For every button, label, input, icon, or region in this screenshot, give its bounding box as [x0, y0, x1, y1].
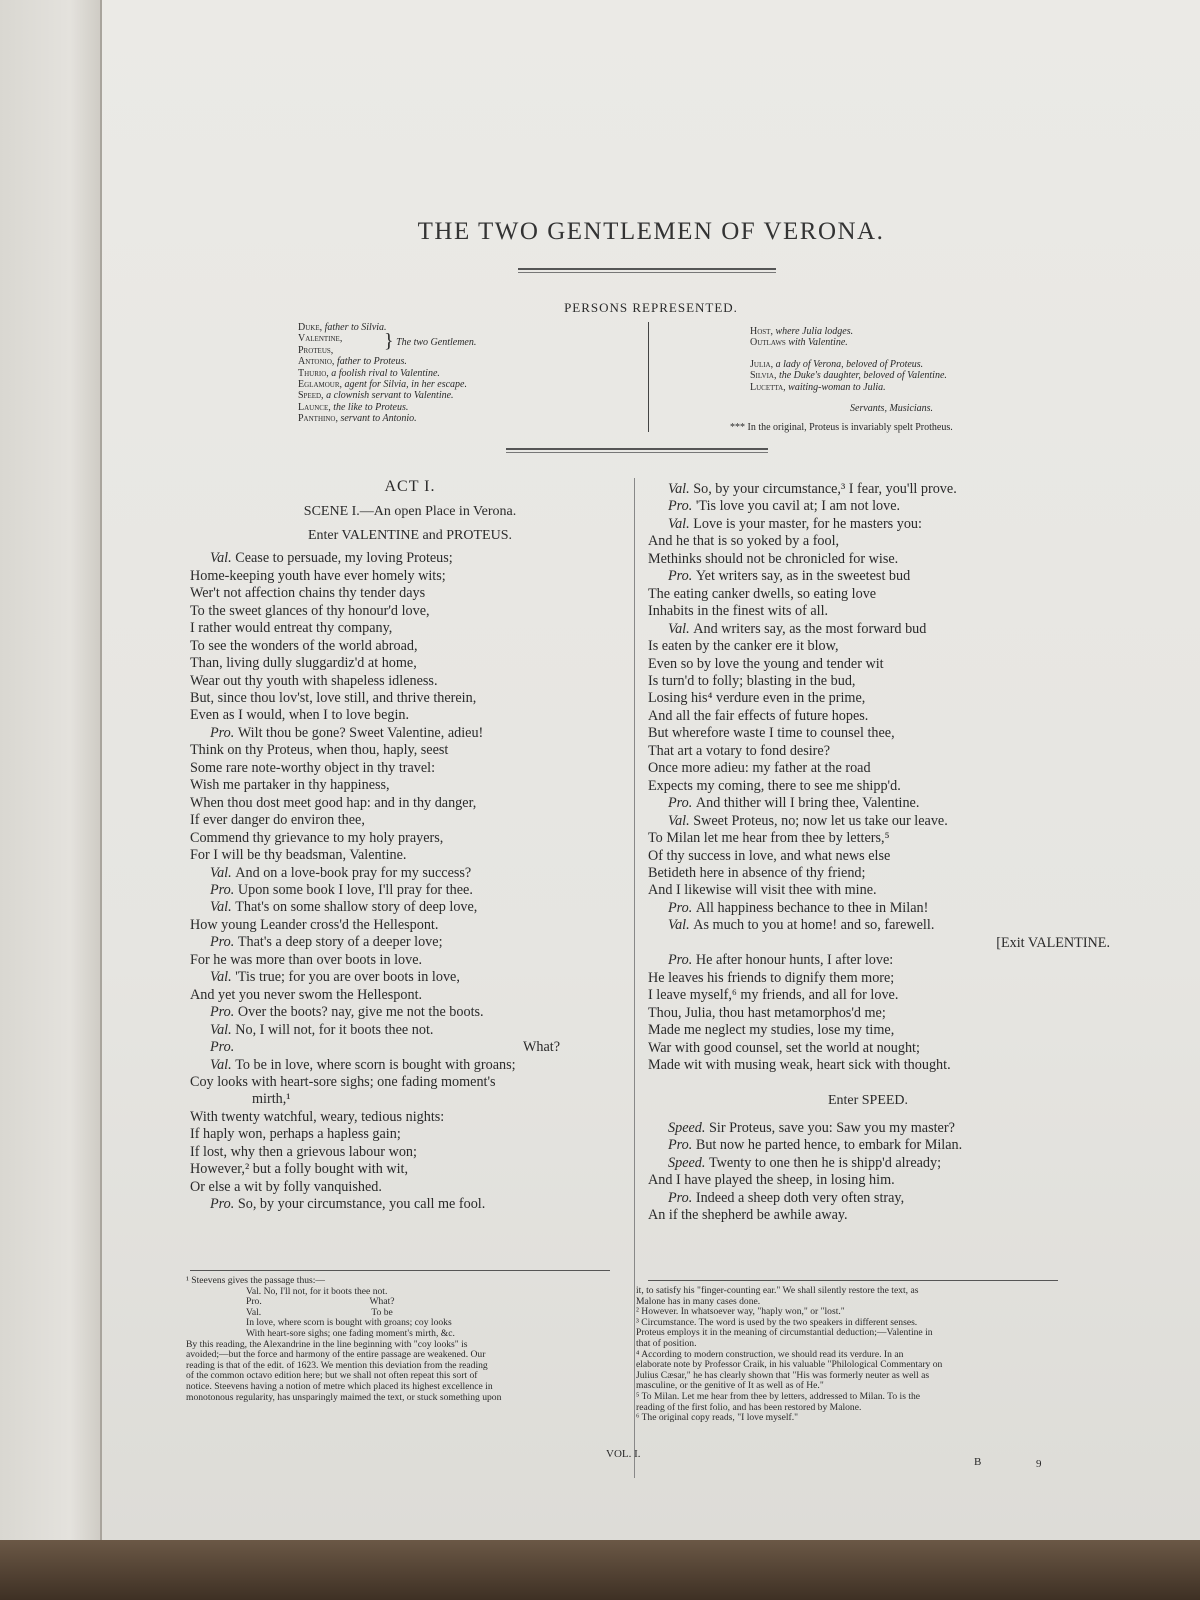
footnote-line: Val. To be	[246, 1306, 393, 1318]
footnotes-left	[186, 1276, 616, 1403]
verse-line	[190, 795, 630, 812]
cast-name: Proteus,	[298, 344, 334, 356]
verse-line	[648, 708, 1088, 725]
verse-line	[190, 777, 630, 794]
verse-line	[190, 917, 630, 934]
speaker-label: Pro.	[668, 1189, 696, 1206]
verse-text: Yet writers say, as in the sweetest bud	[695, 568, 911, 585]
verse-text: That's on some shallow story of deep love,	[235, 899, 478, 916]
verse-line	[648, 1190, 1088, 1207]
verse-line	[648, 586, 1088, 603]
verse-text: The eating canker dwells, so eating love	[648, 585, 877, 602]
cast-entry	[750, 337, 1190, 348]
verse-text: As much to you at home! and so, farewell.	[693, 917, 935, 934]
speaker-label: Val.	[210, 1021, 236, 1038]
page-title: THE TWO GENTLEMEN OF VERONA.	[417, 218, 885, 245]
verse-text: Even so by love the young and tender wit	[648, 655, 884, 672]
footnote-line: ² However. In whatsoever way, "haply won," or "lost."	[636, 1306, 845, 1318]
verse-text: Over the boots? nay, give me not the boots.	[237, 1004, 484, 1021]
verse-line	[190, 969, 630, 986]
verse-text: So, by your circumstance,³ I fear, you'll prove.	[693, 481, 957, 497]
verse-line	[190, 1179, 630, 1196]
verse-text: If haply won, perhaps a hapless gain;	[190, 1126, 401, 1143]
verse-text: Of thy success in love, and what news else	[648, 847, 891, 864]
verse-line	[648, 656, 1088, 673]
verse-line	[190, 673, 630, 690]
verse-line	[190, 585, 630, 602]
verse-text: Think on thy Proteus, when thou, haply, seest	[190, 742, 449, 759]
verse-line	[648, 603, 1088, 620]
text-column-left	[190, 478, 630, 1214]
verse-line	[190, 603, 630, 620]
cast-entry	[750, 370, 1190, 381]
persons-heading: PERSONS REPRESENTED.	[564, 300, 738, 315]
text-column-right	[648, 481, 1110, 1225]
speaker-label: Val.	[210, 969, 236, 986]
verse-text: Or else a wit by folly vanquished.	[190, 1178, 382, 1195]
cast-name: Eglamour,	[298, 379, 345, 391]
footnote-line: With heart-sore sighs; one fading moment's mirth, &c.	[246, 1327, 455, 1339]
verse-text: That art a votary to fond desire?	[648, 742, 830, 759]
footnote-line: ¹ Steevens gives the passage thus:—	[186, 1275, 326, 1286]
verse-line	[190, 760, 630, 777]
spelling-note: *** In the original, Proteus is invariably spelt Protheus.	[730, 422, 953, 434]
verse-line	[190, 882, 630, 899]
verse-line	[648, 795, 1088, 812]
verse-text: 'Tis love you cavil at; I am not love.	[695, 498, 901, 515]
verse-line	[190, 1074, 630, 1091]
cast-entry	[298, 356, 638, 367]
verse-text: And I likewise will visit thee with mine.	[648, 882, 877, 899]
speaker-label: Pro.	[210, 934, 238, 951]
verse-line	[190, 707, 630, 724]
verse-line	[648, 952, 1088, 969]
cast-entry	[298, 379, 638, 390]
cast-name: Antonio,	[298, 356, 337, 368]
verse-text: Than, living dully sluggardiz'd at home,	[190, 655, 417, 672]
verse-line	[190, 1057, 630, 1074]
verse-line	[648, 551, 1088, 568]
footnote-rule-right	[648, 1280, 1058, 1281]
cast-name: Speed,	[298, 390, 327, 402]
stage-direction-exit: [Exit VALENTINE.	[996, 934, 1110, 951]
verse-line	[190, 899, 630, 916]
cast-name: Launce,	[298, 401, 334, 413]
speaker-label: Val.	[668, 620, 694, 637]
verse-line	[648, 638, 1088, 655]
verse-text: All happiness bechance to thee in Milan!	[695, 899, 929, 916]
speaker-label: Val.	[668, 917, 694, 934]
verse-text: I leave myself,⁶ my friends, and all for love.	[648, 987, 899, 1004]
cast-description: a foolish rival to Valentine.	[331, 367, 440, 379]
footnote-line: notice. Steevens having a notion of metre which placed its highest excellence in	[186, 1380, 493, 1392]
cast-name: Host,	[750, 326, 776, 337]
verse-text: Wer't not affection chains thy tender days	[190, 585, 426, 602]
verse-line	[648, 917, 1088, 934]
verse-line	[648, 865, 1088, 882]
speaker-label: Val.	[210, 550, 236, 567]
footnote-line: In love, where scorn is bought with groans; coy looks	[246, 1317, 452, 1329]
verse-text: Wish me partaker in thy happiness,	[190, 777, 390, 794]
cast-name: Duke,	[298, 322, 325, 333]
verse-text: Even as I would, when I to love begin.	[190, 707, 410, 724]
speaker-label: Pro.	[668, 899, 696, 916]
footnote-line: ³ Circumstance. The word is used by the two speakers in different senses.	[636, 1316, 918, 1328]
verse-line	[648, 760, 1088, 777]
verse-line	[648, 1040, 1088, 1057]
verse-line	[648, 848, 1088, 865]
cast-name: Panthino,	[298, 413, 341, 425]
cast-name: Lucetta,	[750, 381, 789, 393]
cast-description: the Duke's daughter, beloved of Valentine.	[778, 370, 947, 382]
verse-line	[648, 725, 1088, 742]
footnote-line: it, to satisfy his "finger-counting ear." We shall silently restore the text, as	[636, 1285, 919, 1296]
cast-name: Silvia,	[750, 370, 779, 382]
verse-text: 'Tis true; for you are over boots in love,	[235, 969, 460, 986]
servants-line: Servants, Musicians.	[850, 403, 934, 415]
verse-text: To be in love, where scorn is bought with groans;	[235, 1056, 516, 1073]
brace-label	[384, 330, 477, 352]
verse-text: Upon some book I love, I'll pray for thee.	[237, 881, 473, 898]
verse-line	[648, 1155, 1088, 1172]
verse-text: When thou dost meet good hap: and in thy danger,	[190, 794, 477, 811]
book-bottom-edge	[0, 1540, 1200, 1600]
verse-line	[648, 1207, 1088, 1224]
verse-text: But now he parted hence, to embark for Milan.	[695, 1137, 963, 1154]
speaker-label: Val.	[210, 899, 236, 916]
verse-line	[648, 830, 1088, 847]
verse-text: To see the wonders of the world abroad,	[190, 637, 418, 654]
verse-line	[648, 813, 1088, 830]
speaker-label: Pro.	[210, 724, 238, 741]
act-heading: ACT I.	[384, 478, 436, 495]
verse-text: If ever danger do environ thee,	[190, 812, 365, 829]
speaker-label: Pro.	[668, 952, 696, 969]
volume-mark: VOL. I.	[606, 1448, 641, 1460]
footnote-line: elaborate note by Professor Craik, in his valuable "Philological Commentary on	[636, 1359, 943, 1371]
title-rule	[518, 268, 776, 273]
footnote-line: reading of the first folio, and has been restored by Malone.	[636, 1401, 862, 1413]
footnote-line: ⁴ According to modern construction, we should read its verdure. In an	[636, 1348, 904, 1360]
verse-line	[190, 952, 630, 969]
verse-line	[648, 987, 1088, 1004]
cast-entry	[298, 368, 638, 379]
footnote-line: monotonous regularity, has unsparingly maimed the text, or stuck something upon	[186, 1391, 502, 1403]
verse-text: Methinks should not be chronicled for wise.	[648, 550, 899, 567]
verse-text: Inhabits in the finest wits of all.	[648, 603, 829, 620]
verse-text: Is eaten by the canker ere it blow,	[648, 638, 839, 655]
verse-text: I rather would entreat thy company,	[190, 620, 393, 637]
cast-description: father to Proteus.	[336, 356, 407, 368]
verse-lines-right	[648, 481, 1088, 935]
verse-line	[190, 1091, 630, 1108]
verse-lines-left	[190, 550, 630, 1039]
speaker-label: Pro.	[210, 881, 238, 898]
verse-text: An if the shepherd be awhile away.	[648, 1207, 848, 1224]
section-rule	[506, 448, 768, 453]
verse-text: And he that is so yoked by a fool,	[648, 533, 840, 550]
verse-text: That's a deep story of a deeper love;	[237, 934, 443, 951]
verse-line	[190, 1196, 630, 1213]
verse-text: Commend thy grievance to my holy prayers,	[190, 829, 444, 846]
verse-text: Coy looks with heart-sore sighs; one fading moment's	[190, 1073, 496, 1090]
verse-line	[648, 900, 1088, 917]
cast-entry	[298, 390, 638, 401]
column-divider	[634, 478, 635, 1478]
cast-entry	[298, 413, 638, 424]
verse-line	[648, 516, 1088, 533]
footnote-line: ⁶ The original copy reads, "I love myself."	[636, 1412, 799, 1424]
footnote-line: of the common octavo edition here; but we shall not often repeat this sort of	[186, 1370, 478, 1382]
verse-line	[648, 568, 1088, 585]
verse-text: Some rare note-worthy object in thy travel:	[190, 759, 436, 776]
footnote-line: Pro. What?	[246, 1296, 395, 1308]
scene-heading: SCENE I.—An open Place in Verona.	[303, 504, 517, 520]
verse-text: And all the fair effects of future hopes.	[648, 707, 869, 724]
verse-line	[648, 673, 1088, 690]
speaker-label: Pro.	[668, 1137, 696, 1154]
verse-line	[190, 742, 630, 759]
cast-description: waiting-woman to Julia.	[788, 381, 886, 393]
footnote-line: Malone has in many cases done.	[636, 1295, 761, 1307]
footnote-line: Proteus employs it in the meaning of circumstantial deduction;—Valentine in	[636, 1327, 933, 1339]
footnote-line: avoided;—but the force and harmony of the entire passage are weakened. Our	[186, 1349, 486, 1361]
verse-text: Wear out thy youth with shapeless idleness.	[190, 672, 438, 689]
cast-entry	[298, 322, 638, 333]
speaker-label: Val.	[210, 1056, 236, 1073]
cast-description: with Valentine.	[788, 337, 848, 349]
verse-text: Indeed a sheep doth very often stray,	[695, 1189, 905, 1206]
cast-name: Julia,	[750, 358, 776, 370]
verse-line	[190, 847, 630, 864]
cast-name: Thurio,	[298, 367, 332, 379]
verse-text: How young Leander cross'd the Hellespont.	[190, 916, 439, 933]
cast-description: where Julia lodges.	[775, 326, 854, 337]
footnote-line: Julius Cæsar," he has clearly shown that "His was formerly neuter as well as	[636, 1369, 930, 1381]
verse-text: For he was more than over boots in love.	[190, 951, 423, 968]
speaker-label: Val.	[668, 812, 694, 829]
verse-line	[648, 690, 1088, 707]
verse-line: Pro. What?	[210, 1039, 560, 1056]
cast-name: Valentine,	[298, 333, 343, 345]
footnotes-right	[636, 1286, 1066, 1424]
footnote-line: ⁵ To Milan. Let me hear from thee by letters, addressed to Milan. To is the	[636, 1390, 921, 1402]
verse-line	[190, 568, 630, 585]
cast-name: Outlaws	[750, 337, 789, 349]
verse-text: He after honour hunts, I after love:	[695, 952, 894, 969]
verse-lines-right-3	[648, 1120, 1088, 1225]
verse-text: However,² but a folly bought with wit,	[190, 1161, 409, 1178]
verse-line	[190, 620, 630, 637]
verse-text: Wilt thou be gone? Sweet Valentine, adieu!	[237, 724, 484, 741]
verse-text: No, I will not, for it boots thee not.	[235, 1021, 434, 1038]
cast-entry	[750, 382, 1190, 393]
speaker-label: Pro.	[210, 1196, 238, 1213]
footnote-line: that of position.	[636, 1337, 697, 1349]
speaker-label: Pro.	[210, 1004, 238, 1021]
verse-line	[190, 812, 630, 829]
verse-line	[190, 1004, 630, 1021]
verse-line	[190, 725, 630, 742]
stage-direction-enter: Enter VALENTINE and PROTEUS.	[307, 527, 513, 543]
footnote-line: reading is that of the edit. of 1623. We mention this deviation from the reading	[186, 1359, 488, 1371]
brace-icon: }	[384, 330, 394, 352]
verse-line	[190, 987, 630, 1004]
verse-line	[190, 1144, 630, 1161]
verse-line	[648, 1022, 1088, 1039]
footnote-line: masculine, or the genitive of It as well as of He."	[636, 1380, 824, 1392]
footnote-line: By this reading, the Alexandrine in the line beginning with "coy looks" is	[186, 1338, 468, 1350]
cast-description: the like to Proteus.	[333, 401, 409, 413]
left-page-edge	[0, 0, 102, 1600]
verse-text: Sweet Proteus, no; now let us take our leave.	[693, 812, 948, 829]
speaker-label: Val.	[668, 515, 694, 532]
verse-text: Expects my coming, there to see me shipp'd.	[648, 777, 901, 794]
verse-line	[648, 1137, 1088, 1154]
verse-line	[190, 934, 630, 951]
speaker-label: Pro.	[668, 568, 696, 585]
cast-divider	[648, 322, 649, 432]
verse-text: And I have played the sheep, in losing him.	[648, 1172, 895, 1189]
verse-text: Losing his⁴ verdure even in the prime,	[648, 690, 866, 707]
verse-text: With twenty watchful, weary, tedious nights:	[190, 1108, 445, 1125]
verse-lines-right-2	[648, 952, 1088, 1074]
verse-line	[190, 865, 630, 882]
verse-line	[648, 498, 1088, 515]
verse-line	[648, 1005, 1088, 1022]
verse-text: Cease to persuade, my loving Proteus;	[235, 550, 453, 567]
verse-line	[190, 1022, 630, 1039]
verse-text: To the sweet glances of thy honour'd love,	[190, 602, 430, 619]
verse-text: But, since thou lov'st, love still, and thrive therein,	[190, 689, 477, 706]
verse-text: And on a love-book pray for my success?	[235, 864, 472, 881]
verse-line	[648, 1120, 1088, 1137]
verse-line	[190, 1126, 630, 1143]
cast-entry	[750, 326, 1190, 337]
cast-description: a lady of Verona, beloved of Proteus.	[775, 358, 924, 370]
verse-line	[648, 1057, 1088, 1074]
speaker-label: Pro.	[668, 498, 696, 515]
verse-text: And yet you never swom the Hellespont.	[190, 986, 423, 1003]
verse-line	[190, 638, 630, 655]
verse-lines-left-2	[190, 1057, 630, 1214]
cast-description: father to Silvia.	[324, 322, 387, 333]
verse-text: And writers say, as the most forward bud	[693, 620, 927, 637]
verse-line	[648, 743, 1088, 760]
cast-description: a clownish servant to Valentine.	[326, 390, 454, 402]
speaker-label: Pro.	[668, 795, 696, 812]
speaker-label: Val.	[210, 864, 236, 881]
verse-text: Twenty to one then he is shipp'd already;	[708, 1154, 942, 1171]
verse-text: Made me neglect my studies, lose my time,	[648, 1022, 895, 1039]
verse-line	[190, 1161, 630, 1178]
page-number: 9	[1036, 1458, 1042, 1470]
verse-line	[190, 690, 630, 707]
verse-text: Made wit with musing weak, heart sick with thought.	[648, 1056, 951, 1073]
verse-text: War with good counsel, set the world at nought;	[648, 1039, 920, 1056]
verse-line	[190, 830, 630, 847]
verse-text: To Milan let me hear from thee by letters,⁵	[648, 830, 890, 847]
verse-text: Thou, Julia, thou hast metamorphos'd me;	[648, 1004, 886, 1021]
verse-text: Sir Proteus, save you: Saw you my master?	[708, 1119, 955, 1136]
cast-entry	[750, 359, 1190, 370]
footnote-rule-left	[190, 1270, 610, 1271]
verse-text: So, by your circumstance, you call me fool.	[237, 1196, 486, 1213]
verse-line	[648, 882, 1088, 899]
cast-list-right	[730, 326, 1190, 434]
verse-text: But wherefore waste I time to counsel thee,	[648, 725, 895, 742]
cast-description: agent for Silvia, in her escape.	[344, 379, 467, 391]
stage-direction-enter-speed: Enter SPEED.	[827, 1093, 909, 1109]
verse-line	[648, 621, 1088, 638]
verse-text: Home-keeping youth have ever homely wits;	[190, 567, 446, 584]
cast-entry	[298, 402, 638, 413]
book-page	[102, 0, 1200, 1540]
verse-line	[190, 1109, 630, 1126]
verse-line	[648, 533, 1088, 550]
cast-description: servant to Antonio.	[340, 413, 417, 425]
verse-line	[648, 481, 1088, 498]
verse-line	[190, 655, 630, 672]
speaker-label: Val.	[668, 481, 694, 497]
verse-text: If lost, why then a grievous labour won;	[190, 1143, 417, 1160]
verse-text: Is turn'd to folly; blasting in the bud,	[648, 672, 856, 689]
verse-line	[190, 550, 630, 567]
footnote-line: Val. No, I'll not, for it boots thee not.	[246, 1285, 388, 1297]
verse-text: He leaves his friends to dignify them more;	[648, 969, 895, 986]
verse-text: For I will be thy beadsman, Valentine.	[190, 847, 407, 864]
verse-text: Once more adieu: my father at the road	[648, 760, 871, 777]
verse-text: And thither will I bring thee, Valentine.	[695, 795, 920, 812]
speaker-label: Speed.	[668, 1154, 709, 1171]
verse-text: Love is your master, for he masters you:	[693, 515, 922, 532]
verse-line	[648, 778, 1088, 795]
two-gentlemen-label: The two Gentlemen.	[396, 337, 477, 348]
verse-line	[648, 1172, 1088, 1189]
signature-mark: B	[974, 1456, 982, 1468]
verse-line	[648, 970, 1088, 987]
speaker-label: Speed.	[668, 1119, 709, 1136]
verse-text: mirth,¹	[252, 1091, 291, 1108]
verse-text: Betideth here in absence of thy friend;	[648, 864, 866, 881]
